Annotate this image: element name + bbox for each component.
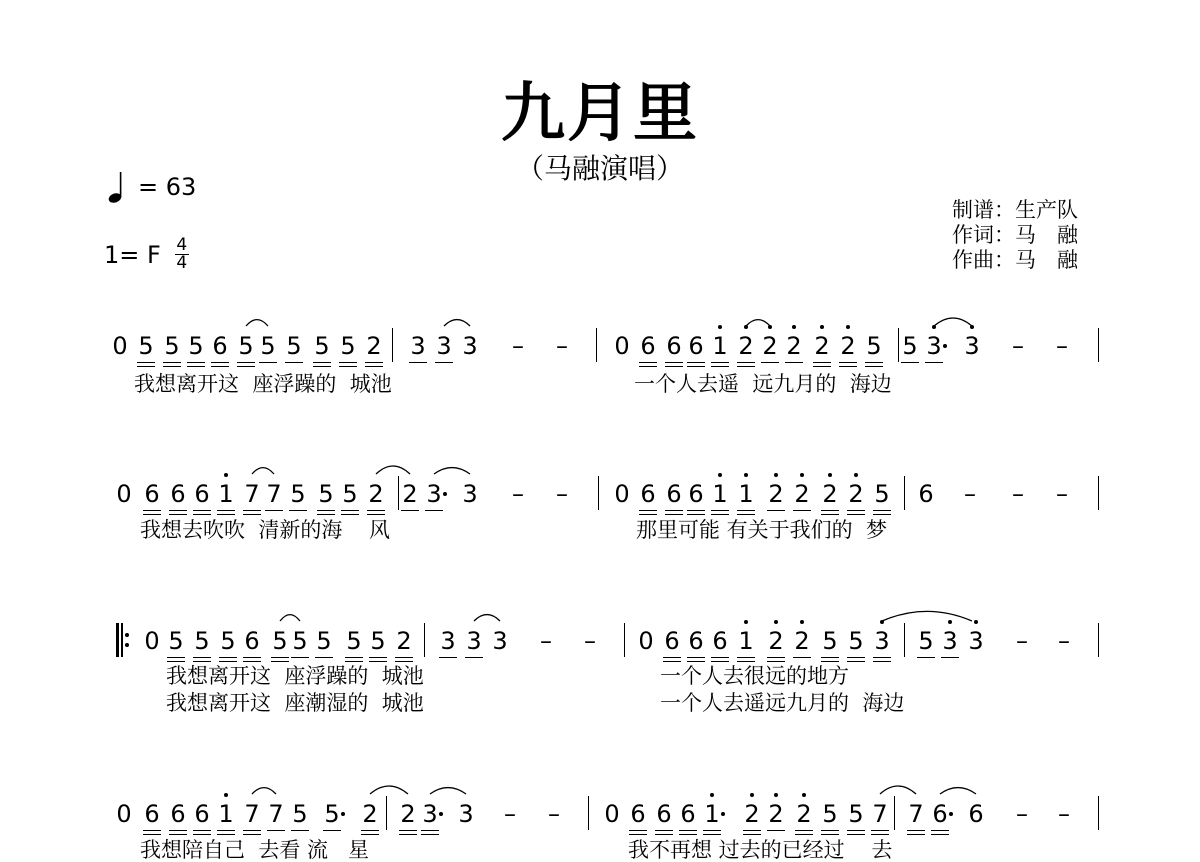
dash-extension: – [1012, 480, 1024, 508]
note: 6 [165, 800, 191, 828]
note: 5 [337, 480, 363, 508]
slur-tie [934, 318, 972, 326]
note: 5 [267, 627, 293, 655]
dash-extension: – [1016, 627, 1028, 655]
note: 3 [405, 332, 431, 360]
note: 2 [781, 332, 807, 360]
note: 7 [903, 800, 929, 828]
note: 6 [239, 627, 265, 655]
dash-extension: – [1056, 332, 1068, 360]
note: 0 [116, 480, 132, 508]
time-signature [175, 235, 189, 273]
slur-tie [444, 320, 470, 326]
note: 1 [213, 480, 239, 508]
note: 3 [462, 480, 478, 508]
dash-extension: – [1056, 480, 1068, 508]
note: 5 [817, 800, 843, 828]
slur-tie [746, 320, 770, 326]
note: 2 [789, 627, 815, 655]
note: 5 [843, 627, 869, 655]
dash-extension: – [540, 627, 552, 655]
note: 5 [159, 332, 185, 360]
dash-extension: – [556, 332, 568, 360]
song-subtitle: （马融演唱） [515, 152, 684, 185]
slur-tie [880, 786, 916, 794]
note: 2 [733, 332, 759, 360]
note: 1 [733, 627, 759, 655]
slur-tie [252, 788, 276, 794]
dash-extension: – [504, 800, 516, 828]
note: 7 [867, 800, 893, 828]
note: 0 [112, 332, 128, 360]
dash-extension: – [1016, 800, 1028, 828]
time-signature-top: 4 [176, 235, 188, 255]
slur-tie [940, 788, 976, 794]
note: 0 [116, 800, 132, 828]
note: 5 [843, 800, 869, 828]
slur-layer [0, 332, 1200, 352]
note: 7 [261, 480, 287, 508]
note: 5 [255, 332, 281, 360]
note: 5 [817, 627, 843, 655]
note: 6 [659, 627, 685, 655]
slur-tie [370, 786, 408, 794]
note: 5 [311, 627, 337, 655]
time-signature-bottom: 4 [176, 253, 188, 273]
lyric-line: 一个人去很远的地方 [660, 664, 849, 688]
dash-extension: – [964, 480, 976, 508]
note: 6 [189, 800, 215, 828]
dash-extension: – [1012, 332, 1024, 360]
note: 0 [614, 332, 630, 360]
composer-credit: 作曲：马 融 [952, 248, 1078, 272]
note: 5 [281, 332, 307, 360]
note: 5 [861, 332, 887, 360]
dash-extension: – [512, 480, 524, 508]
lyric-line: 那里可能 有关于我们的 梦 [636, 518, 888, 542]
slur-tie [246, 320, 268, 326]
key-label: 1= F [104, 240, 161, 269]
dash-extension: – [512, 332, 524, 360]
note: 5 [133, 332, 159, 360]
note: 3 [963, 627, 989, 655]
slur-tie [434, 468, 470, 474]
note: 1 [707, 332, 733, 360]
dash-extension: – [1058, 627, 1070, 655]
tempo-value: = 63 [138, 173, 197, 201]
note: 2 [361, 332, 387, 360]
slur-layer [0, 800, 1200, 820]
note: 2 [363, 480, 389, 508]
note: 5 [287, 800, 313, 828]
slur-tie [882, 611, 972, 621]
note: 2 [763, 627, 789, 655]
lyric-line: 我想离开这 座浮躁的 城池 [134, 372, 392, 396]
note: 5 [163, 627, 189, 655]
note: 5 [335, 332, 361, 360]
lyric-line: 我想陪自己 去看 流 星 [140, 838, 370, 862]
credits [952, 198, 1078, 273]
note: 5 [897, 332, 923, 360]
key-signature [104, 235, 189, 273]
song-title: 九月里 [501, 77, 699, 151]
note: 7 [239, 480, 265, 508]
note: 2 [809, 332, 835, 360]
note: 3 [435, 627, 461, 655]
note: 6 [675, 800, 701, 828]
lyric-line: 我想离开这 座潮湿的 城池 [166, 691, 424, 715]
lyric-line: 我想去吹吹 清新的海 风 [140, 518, 391, 542]
note: 2 [391, 627, 417, 655]
note: 2 [817, 480, 843, 508]
note: 6 [189, 480, 215, 508]
note: 5 [913, 627, 939, 655]
note: 5 [233, 332, 259, 360]
note: 1 [733, 480, 759, 508]
note: 6 [139, 480, 165, 508]
note: 2 [763, 800, 789, 828]
note: 2 [739, 800, 765, 828]
note: 6 [683, 332, 709, 360]
note: 3 [458, 800, 474, 828]
note: 5 [189, 627, 215, 655]
note: 2 [757, 332, 783, 360]
note: 3 [431, 332, 457, 360]
note: 5 [215, 627, 241, 655]
note: 6 [707, 627, 733, 655]
lyric-line: 一个人去遥远九月的 海边 [660, 691, 905, 715]
quarter-note-icon [108, 170, 124, 204]
note: 2 [789, 480, 815, 508]
note: 3 [937, 627, 963, 655]
note: 2 [395, 800, 421, 828]
note: 3 [869, 627, 895, 655]
slur-layer [0, 627, 1200, 647]
note: 1 [699, 800, 725, 828]
note: 0 [144, 627, 160, 655]
note: 5 [183, 332, 209, 360]
lyric-line: 我想离开这 座浮躁的 城池 [166, 664, 424, 688]
lyric-line: 一个人去遥 远九月的 海边 [634, 372, 892, 396]
note: 6 [683, 480, 709, 508]
note: 6 [683, 627, 709, 655]
note: 6 [139, 800, 165, 828]
dash-extension: – [584, 627, 596, 655]
note: 2 [835, 332, 861, 360]
note: 6 [661, 332, 687, 360]
lyricist-credit: 作词：马 融 [952, 223, 1078, 247]
note: 6 [635, 332, 661, 360]
note: 5 [319, 800, 345, 828]
note: 6 [625, 800, 651, 828]
note: 2 [357, 800, 383, 828]
note: 0 [614, 480, 630, 508]
note: 5 [365, 627, 391, 655]
note: 6 [165, 480, 191, 508]
note: 3 [959, 332, 985, 360]
slur-layer [0, 480, 1200, 500]
note: 5 [313, 480, 339, 508]
note: 6 [635, 480, 661, 508]
note: 1 [213, 800, 239, 828]
note: 2 [763, 480, 789, 508]
note: 6 [207, 332, 233, 360]
note: 7 [263, 800, 289, 828]
dash-extension: – [548, 800, 560, 828]
slur-tie [280, 615, 300, 621]
note: 0 [638, 627, 654, 655]
note: 6 [661, 480, 687, 508]
note: 3 [492, 627, 508, 655]
tempo-marking [108, 170, 196, 204]
slur-tie [430, 788, 466, 794]
lyric-line: 我不再想 过去的已经过 去 [628, 838, 893, 862]
note: 5 [309, 332, 335, 360]
note: 3 [921, 332, 947, 360]
dash-extension: – [556, 480, 568, 508]
arranger-credit: 制谱：生产队 [952, 198, 1078, 222]
note: 6 [927, 800, 953, 828]
note: 5 [869, 480, 895, 508]
note: 6 [651, 800, 677, 828]
note: 3 [417, 800, 443, 828]
note: 6 [918, 480, 934, 508]
slur-tie [252, 468, 274, 474]
note: 5 [287, 627, 313, 655]
note: 2 [397, 480, 423, 508]
note: 7 [239, 800, 265, 828]
slur-tie [474, 615, 500, 621]
note: 3 [421, 480, 447, 508]
dash-extension: – [1058, 800, 1070, 828]
note: 3 [462, 332, 478, 360]
note: 0 [604, 800, 620, 828]
note: 1 [707, 480, 733, 508]
note: 5 [341, 627, 367, 655]
note: 6 [968, 800, 984, 828]
note: 5 [285, 480, 311, 508]
slur-tie [376, 466, 410, 474]
note: 2 [791, 800, 817, 828]
note: 2 [843, 480, 869, 508]
note: 3 [461, 627, 487, 655]
